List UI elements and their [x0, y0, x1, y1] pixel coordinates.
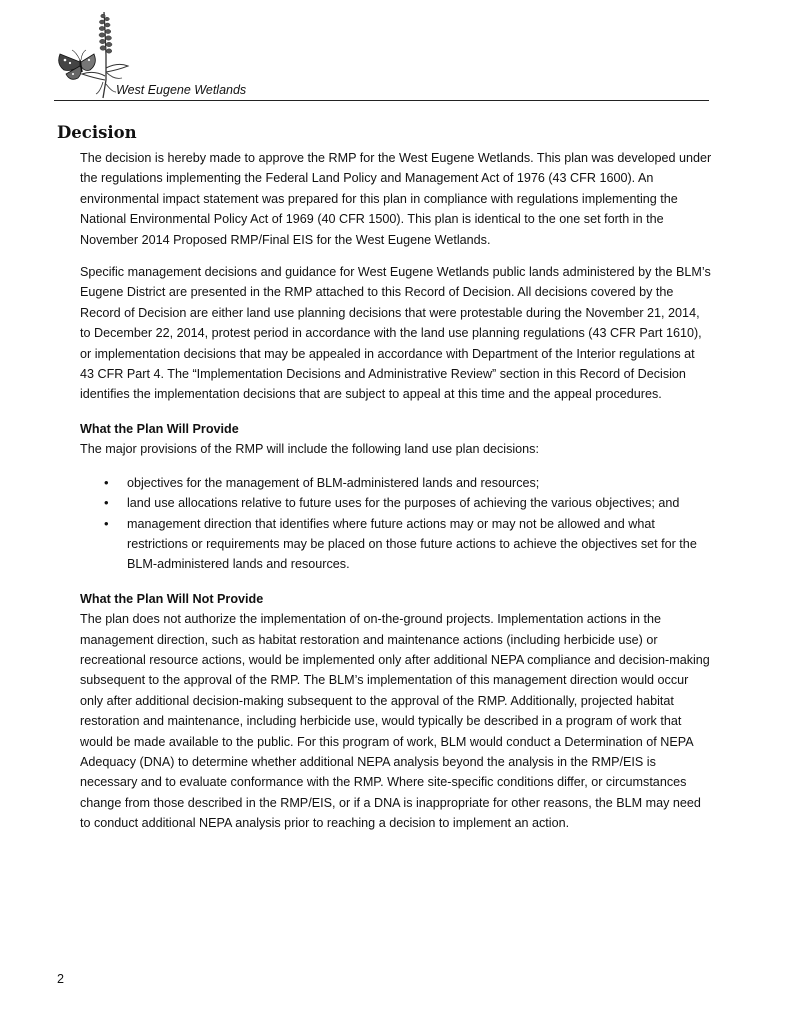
document-body — [80, 148, 712, 834]
provisions-intro: The major provisions of the RMP will include the following land use plan decisions: — [80, 442, 539, 457]
bullet-icon: • — [104, 474, 109, 490]
list-item-text: land use allocations relative to future uses for the purposes of achieving the various objectives; and — [127, 496, 680, 511]
header-title: West Eugene Wetlands — [116, 83, 247, 97]
list-item — [80, 493, 712, 513]
page-number: 2 — [57, 972, 65, 986]
bullet-icon: • — [104, 495, 109, 511]
paragraph-not-provide: The plan does not authorize the implementation of on-the-ground projects. Implementation actions in the management direction, such as habitat restoration and maintenance actions (including herbicide use) or recreational resource actions, would be implemented only after additional NEPA compliance and decision-making subsequent to the approval of the RMP. The BLM’s implementation of this management direction would occur only after additional decision-making subsequent to the approval of the RMP. Additionally, projected habitat restoration and maintenance, including herbicide use, would typically be described in a program of work that would be made available to the public. For this program of work, BLM would conduct a Determination of NEPA Adequacy (DNA) to determine whether additional NEPA analysis beyond the analysis in the RMP/EIS is necessary and to evaluate conformance with the RMP. Where site-specific conditions differ, or circumstances change from those described in the RMP/EIS, or if a DNA is inappropriate for other reasons, the BLM may need to conduct additional NEPA analysis prior to reaching a decision to implement an action. — [80, 612, 710, 831]
subheading-plan-will-not-provide: What the Plan Will Not Provide — [80, 591, 264, 606]
list-item — [80, 514, 712, 575]
header-divider — [54, 100, 709, 101]
list-item — [80, 473, 712, 493]
provisions-list — [80, 473, 712, 575]
paragraph-management-decisions: Specific management decisions and guidance for West Eugene Wetlands public lands administered by the BLM’s Eugene District are presented in the RMP attached to this Record of Decision. All decisions covered by the Record of Decision are either land use planning decisions that were protestable during the November 21, 2014, to December 22, 2014, protest period in accordance with the land use planning regulations (43 CFR Part 1610), or implementation decisions that may be appealed in accordance with Department of the Interior regulations at 43 CFR Part 4. The “Implementation Decisions and Administrative Review” section in this Record of Decision identifies the implementation decisions that are subject to appeal at this time and the appeal procedures. — [80, 265, 711, 402]
list-item-text: management direction that identifies where future actions may or may not be allowed and what restrictions or requirements may be placed on those future actions to achieve the objectives set for the BLM-administered lands and resources. — [127, 516, 697, 572]
paragraph-approval: The decision is hereby made to approve the RMP for the West Eugene Wetlands. This plan was developed under the regulations implementing the Federal Land Policy and Management Act of 1976 (43 CFR 1600). An environmental impact statement was prepared for this plan in compliance with regulations implementing the National Environmental Policy Act of 1969 (40 CFR 1500). This plan is identical to the one set forth in the November 2014 Proposed RMP/Final EIS for the West Eugene Wetlands. — [80, 151, 712, 247]
bullet-icon: • — [104, 515, 109, 531]
section-heading: Decision — [57, 123, 137, 142]
list-item-text: objectives for the management of BLM-administered lands and resources; — [127, 475, 540, 490]
subheading-plan-will-provide: What the Plan Will Provide — [80, 421, 239, 436]
